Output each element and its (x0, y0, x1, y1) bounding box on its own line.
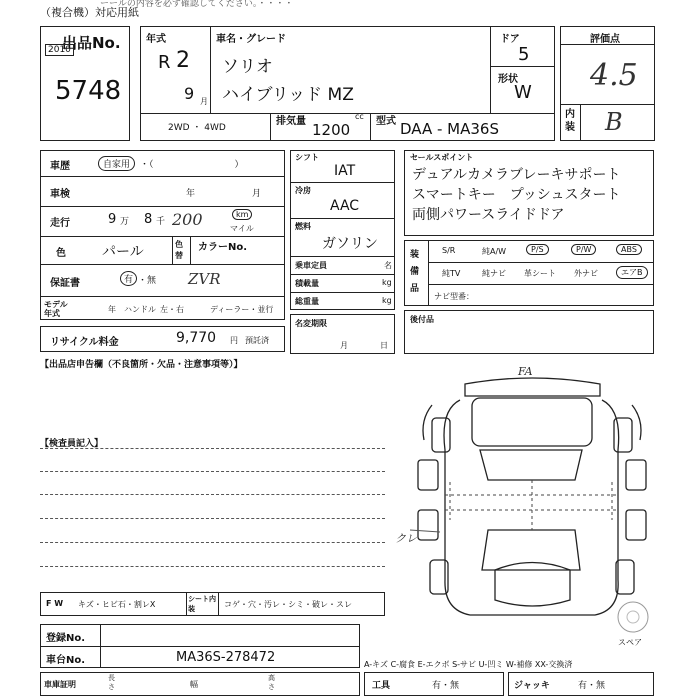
model-year-label: モデル年式 (44, 300, 68, 318)
aftermarket-label: 後付品 (410, 315, 434, 324)
month-value: 9 (184, 84, 195, 103)
mileage-handwritten: 200 (172, 210, 203, 229)
tools-label: 工具 (372, 681, 391, 691)
spare-label: スペア (618, 638, 642, 647)
capacity-unit: 名 (384, 261, 392, 270)
displacement-value: 1200 (312, 121, 351, 139)
cert-length: 長さ (108, 674, 115, 691)
gross-label: 総重量 (295, 297, 319, 306)
car-name: ソリオ (222, 57, 273, 77)
interior-label: 内装 (565, 109, 575, 133)
year-label: 年式 (146, 34, 166, 45)
car-diagram (410, 370, 655, 625)
jack-label: ジャッキ (514, 681, 550, 691)
transfer-month: 月 (340, 341, 348, 350)
equip-airbag: エアB (616, 266, 648, 279)
sales-point-label: セールスポイント (410, 153, 474, 162)
equipment-label: 装備品 (410, 250, 420, 294)
chassis-label: 車台No. (46, 655, 86, 666)
equip-navi: 純ナビ (482, 269, 506, 278)
mileage-label: 走行 (50, 218, 70, 229)
mileage-sen: 8 (144, 212, 153, 227)
recycle-value: 9,770 (176, 330, 217, 346)
history-value: 自家用 (98, 156, 135, 171)
displacement-label: 排気量 (276, 116, 306, 127)
inspector-notes-label: 【検査員記入】 (40, 439, 104, 449)
equip-leather: 革シート (524, 269, 556, 278)
mileage-man-unit: 万 (120, 217, 130, 227)
model-label: 型式 (376, 116, 396, 127)
inspection-year: 年 (186, 189, 196, 199)
cert-height: 高さ (268, 674, 275, 691)
tools-value: 有・無 (432, 681, 460, 691)
sales-point-line1: デュアルカメラブレーキサポート (412, 167, 621, 183)
mileage-man: 9 (108, 212, 117, 227)
fuel-value: ガソリン (322, 236, 378, 252)
recycle-status: 預託済 (245, 336, 269, 345)
seat-items: コゲ・穴・汚レ・シミ・破レ・スレ (224, 600, 352, 609)
history-label: 車歴 (50, 161, 70, 172)
warranty-handwritten: ZVR (188, 270, 221, 288)
load-label: 積載量 (295, 279, 319, 288)
seller-notes-label: 【出品店申告欄（不良箇所・欠品・注意事項等）】 (40, 360, 243, 370)
history-rest: ・（ ） (140, 160, 244, 170)
color-value: パール (102, 244, 144, 260)
interior-score: B (605, 108, 623, 136)
equip-pw: P/W (571, 244, 596, 255)
sales-point-line2: スマートキー プッシュスタート (412, 187, 621, 203)
dealer-options: ディーラー・並行 (210, 305, 274, 314)
header-subtitle: （複合機）対応用紙 (40, 6, 139, 19)
transfer-label: 名変期限 (295, 319, 327, 328)
load-unit: kg (382, 278, 392, 287)
fw-items: キズ・ヒビ石・割レX (78, 600, 156, 609)
equip-tv: 純TV (442, 269, 461, 278)
equip-ext-navi: 外ナビ (574, 269, 598, 278)
year-era: R (158, 52, 171, 73)
color-label: 色 (56, 248, 66, 259)
drive-options: 2WD ・ 4WD (168, 123, 226, 133)
ac-value: AAC (330, 198, 360, 214)
inspection-label: 車検 (50, 189, 70, 200)
rating-score: 4.5 (590, 58, 638, 93)
gross-unit: kg (382, 296, 392, 305)
shift-value: IAT (334, 163, 356, 179)
cert-label: 車庫証明 (44, 680, 76, 689)
warranty-label: 保証書 (50, 278, 80, 289)
spare-tire-icon (616, 600, 650, 634)
ac-label: 冷房 (295, 186, 311, 195)
equip-abs: ABS (616, 244, 642, 255)
diagram-mark-left: クレ (395, 532, 417, 545)
fuel-label: 燃料 (295, 222, 311, 231)
reg-no-label: 登録No. (46, 633, 86, 644)
mileage-sen-unit: 千 (156, 217, 166, 227)
aftermarket-box (404, 310, 654, 354)
legend-text: A-キズ C-腐食 E-エクボ S-サビ U-凹ミ W-補修 XX-交換済 (364, 660, 573, 669)
cert-width: 幅 (190, 680, 198, 689)
handle-options: 左・右 (160, 305, 184, 314)
model-code: DAA - MA36S (400, 120, 499, 138)
seat-label: シート内装 (188, 595, 216, 613)
navi-model-label: ナビ型番： (434, 292, 474, 301)
capacity-label: 乗車定員 (295, 261, 327, 270)
header-top-text: ーールの内容を必ず確認してください。・・・・ (100, 0, 294, 9)
inspection-month: 月 (252, 189, 262, 199)
equip-sr: S/R (442, 246, 456, 255)
lot-year-stamp: 2010 (45, 44, 74, 56)
shape-value: W (514, 82, 532, 103)
equip-aw: 純A/W (482, 247, 507, 256)
mileage-km: km (232, 209, 252, 220)
diagram-mark-top: FA (518, 365, 533, 378)
mileage-mile: マイル (230, 224, 254, 233)
model-year-year: 年 (108, 305, 116, 314)
rating-label: 評価点 (590, 34, 620, 45)
equip-ps: P/S (526, 244, 549, 255)
warranty-yes: 有 (120, 271, 137, 286)
year-num: 2 (176, 48, 190, 73)
displacement-unit: cc (355, 112, 364, 121)
shape-label: 形状 (498, 74, 518, 85)
color-code-label: カラーNo. (198, 242, 248, 253)
car-grade: ハイブリッド MZ (222, 85, 354, 105)
sales-point-line3: 両側パワースライドドア (412, 207, 565, 223)
jack-value: 有・無 (578, 681, 606, 691)
warranty-no: ・無 (138, 276, 157, 286)
recycle-label: リサイクル料金 (50, 337, 119, 348)
chassis-value: MA36S-278472 (176, 650, 276, 665)
recycle-unit: 円 (230, 336, 238, 345)
doors-value: 5 (518, 44, 530, 65)
name-label: 車名・グレード (216, 34, 286, 45)
month-unit: 月 (200, 97, 208, 106)
lot-label: 出品No. (62, 34, 121, 52)
transfer-day: 日 (380, 341, 388, 350)
handle-label: ハンドル (124, 305, 156, 314)
cert-box (40, 672, 360, 696)
lot-number: 5748 (55, 76, 122, 106)
doors-label: ドア (500, 34, 520, 45)
fw-label: F W (46, 599, 64, 608)
color-change-label: 色替 (175, 240, 183, 260)
shift-label: シフト (295, 153, 319, 162)
